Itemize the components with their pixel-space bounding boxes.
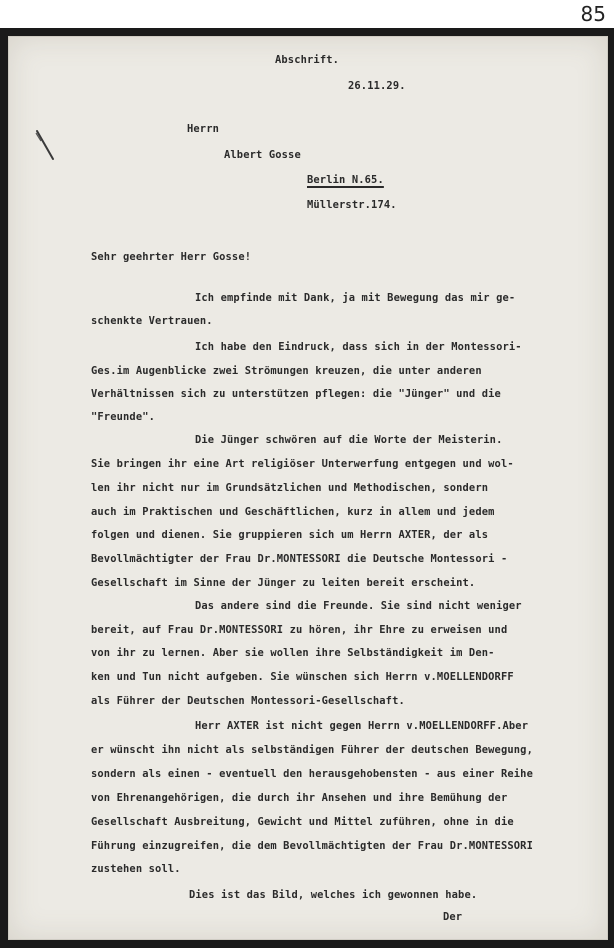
body-line: len ihr nicht nur im Grundsätzlichen und Methodischen, sondern [91,482,489,494]
address-city: Berlin N.65. [307,174,384,186]
body-line: er wünscht ihn nicht als selbständigen Führer der deutschen Bewegung, [91,744,533,756]
body-line: folgen und dienen. Sie gruppieren sich um Herrn AXTER, der als [91,529,489,541]
body-line: Führung einzugreifen, die dem Bevollmächtigten der Frau Dr.MONTESSORI [91,840,533,852]
letter-sheet [8,36,608,940]
body-line: Die Jünger schwören auf die Worte der Meisterin. [195,434,503,446]
body-line: als Führer der Deutschen Montessori-Gesellschaft. [91,695,405,707]
body-line: Herr AXTER ist nicht gegen Herrn v.MOELLENDORFF.Aber [195,720,529,732]
pencil-mark-icon [35,129,55,161]
body-line: von ihr zu lernen. Aber sie wollen ihre Selbständigkeit im Den- [91,647,495,659]
body-line: Ges.im Augenblicke zwei Strömungen kreuzen, die unter anderen [91,365,482,377]
letter-date: 26.11.29. [348,80,406,92]
body-line: zustehen soll. [91,863,181,875]
body-line: Das andere sind die Freunde. Sie sind nicht weniger [195,600,522,612]
body-line: ken und Tun nicht aufgeben. Sie wünschen sich Herrn v.MOELLENDORFF [91,671,514,683]
body-line: schenkte Vertrauen. [91,315,213,327]
body-line: Gesellschaft im Sinne der Jünger zu leiten bereit erscheint. [91,577,476,589]
body-line: "Freunde". [91,411,156,423]
page-number: 85 [580,2,606,26]
address-name: Albert Gosse [224,149,301,161]
body-line: von Ehrenangehörigen, die durch ihr Ansehen und ihre Bemühung der [91,792,508,804]
body-line: Dies ist das Bild, welches ich gewonnen habe. [189,889,478,901]
body-line: Bevollmächtigter der Frau Dr.MONTESSORI die Deutsche Montessori - [91,553,508,565]
body-line: Ich habe den Eindruck, dass sich in der Montessori- [195,341,522,353]
footer-word: Der [443,911,463,923]
body-line: Gesellschaft Ausbreitung, Gewicht und Mittel zuführen, ohne in die [91,816,514,828]
body-line: sondern als einen - eventuell den herausgehobensten - aus einer Reihe [91,768,533,780]
letter-heading: Abschrift. [275,54,340,66]
greeting: Sehr geehrter Herr Gosse! [91,251,252,263]
body-line: Sie bringen ihr eine Art religiöser Unterwerfung entgegen und wol- [91,458,514,470]
body-line: auch im Praktischen und Geschäftlichen, kurz in allem und jedem [91,506,495,518]
body-line: Ich empfinde mit Dank, ja mit Bewegung das mir ge- [195,292,516,304]
body-line: Verhältnissen sich zu unterstützen pflegen: die "Jünger" und die [91,388,501,400]
address-street: Müllerstr.174. [307,199,397,211]
body-line: bereit, auf Frau Dr.MONTESSORI zu hören, ihr Ehre zu erweisen und [91,624,508,636]
address-salutation: Herrn [187,123,220,135]
